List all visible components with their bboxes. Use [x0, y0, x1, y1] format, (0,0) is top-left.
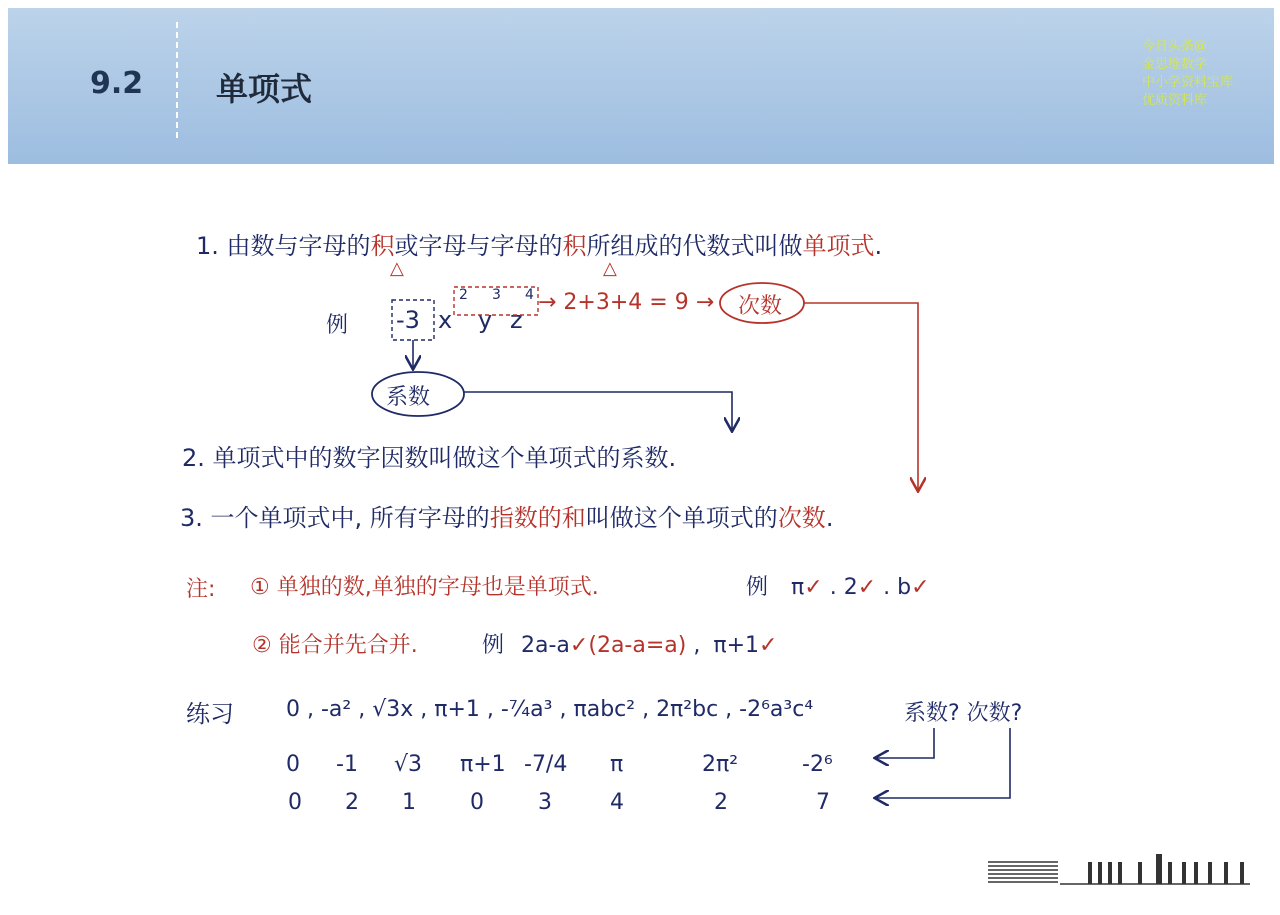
watermark-line: 今日头条@ — [1142, 39, 1208, 54]
coefficient-connector — [464, 392, 732, 430]
ruler-decoration — [988, 852, 1258, 892]
check-mark: ✓ — [911, 575, 930, 600]
note-1-item: b — [897, 575, 912, 600]
def1-text-a: 由数与字母的 — [226, 232, 371, 260]
note-2-paren: (2a-a=a) — [588, 633, 687, 658]
practice-item: 2π²bc — [656, 697, 719, 722]
coef-answer: -1 — [336, 752, 358, 777]
coef-answer: π+1 — [460, 752, 506, 777]
degree-answer: 0 — [470, 790, 484, 815]
note-2-example-label: 例 — [482, 633, 505, 658]
practice-list: 0 , -a² , √3x , π+1 , -⁷⁄₄a³ , πabc² , 2π²bc , -2⁶a³c⁴ — [286, 697, 814, 722]
triangle-mark-2: △ — [603, 258, 617, 279]
exponent-box — [454, 287, 538, 315]
exponent-x: 2 — [459, 287, 468, 303]
practice-item: π+1 — [434, 697, 480, 722]
coefficient-bubble-label: 系数 — [386, 385, 431, 410]
exponent-y: 3 — [492, 287, 501, 303]
def3-term: 次数 — [777, 504, 826, 532]
example-coefficient: -3 — [396, 306, 420, 334]
note-2-mark: ② — [252, 633, 272, 658]
example-var-y: y — [478, 306, 493, 334]
exponent-z: 4 — [525, 287, 534, 303]
degree-sum: → 2+3+4 = 9 → — [538, 290, 715, 315]
example-var-x: x — [438, 306, 453, 334]
note-1-item: 2 — [843, 575, 858, 600]
example-var-z: z — [510, 306, 523, 334]
practice-item: √3x — [372, 697, 414, 722]
notes-label: 注: — [186, 577, 216, 602]
def1-term: 单项式 — [802, 232, 875, 260]
def1-number: 1. — [196, 232, 219, 260]
degree-bubble — [720, 283, 804, 323]
note-1-text: 单独的数,单独的字母也是单项式. — [276, 575, 599, 600]
degree-connector — [804, 303, 918, 490]
degree-bubble-label: 次数 — [738, 294, 783, 319]
def3-highlight: 指数的和 — [489, 504, 586, 532]
practice-label: 练习 — [186, 700, 234, 728]
coef-answer: -7/4 — [524, 752, 568, 777]
def3-text-b: 叫做这个单项式的 — [585, 504, 778, 532]
def2-end: . — [668, 444, 677, 472]
note-1-item: π — [791, 575, 805, 600]
degree-answer: 2 — [345, 790, 359, 815]
def1-end: . — [874, 232, 883, 260]
degree-question-arrow — [876, 728, 1010, 798]
watermark-line: 金思维数学 — [1142, 57, 1208, 72]
example-label: 例 — [326, 313, 349, 338]
check-mark: ✓ — [569, 633, 589, 658]
degree-answer: 2 — [714, 790, 728, 815]
note-1-example-label: 例 — [746, 575, 769, 600]
def1-product-2: 积 — [562, 232, 587, 260]
coef-answer: 0 — [286, 752, 300, 777]
watermark-line: 优质资料库 — [1142, 93, 1208, 108]
coefficient-bubble — [372, 372, 464, 416]
coefficient-box — [392, 300, 434, 340]
def1-product-1: 积 — [370, 232, 395, 260]
section-number: 9.2 — [90, 66, 144, 101]
practice-item: -a² — [320, 697, 352, 722]
def1-text-b: 或字母与字母的 — [394, 232, 563, 260]
def2-number: 2. — [182, 444, 205, 472]
note-1-examples: 例 π✓ . 2✓ . b✓ — [746, 575, 930, 600]
note-2-expr-1: 2a-a — [521, 633, 570, 658]
def2-text: 单项式中的数字因数叫做这个单项式的系数 — [212, 444, 669, 472]
note-2-examples: 例 2a-a✓(2a-a=a) , π+1✓ — [482, 633, 778, 658]
degree-answer: 4 — [610, 790, 624, 815]
page-title: 单项式 — [216, 70, 313, 108]
note-2-expr-2: π+1 — [713, 633, 760, 658]
practice-item: -2⁶a³c⁴ — [739, 697, 814, 722]
degree-answer: 1 — [402, 790, 416, 815]
practice-question: 系数? 次数? — [904, 701, 1023, 726]
coef-answer: 2π² — [702, 752, 739, 777]
watermark-line: 中小学资料宝库 — [1142, 75, 1234, 90]
coef-answer: π — [610, 752, 624, 777]
degree-answer: 7 — [816, 790, 830, 815]
check-mark: ✓ — [759, 633, 778, 658]
def3-number: 3. — [180, 504, 203, 532]
note-1-mark: ① — [250, 575, 270, 600]
coef-answer: √3 — [394, 752, 423, 777]
practice-item: -⁷⁄₄a³ — [500, 697, 553, 722]
degree-answer: 3 — [538, 790, 552, 815]
coef-question-arrow — [876, 728, 934, 758]
def3-end: . — [825, 504, 834, 532]
note-2-text: 能合并先合并. — [278, 633, 418, 658]
practice-item: πabc² — [573, 697, 636, 722]
coef-answer: -2⁶ — [802, 752, 833, 777]
def3-text-a: 一个单项式中, 所有字母的 — [210, 504, 490, 532]
def1-text-c: 所组成的代数式叫做 — [586, 232, 803, 260]
practice-item: 0 — [286, 697, 300, 722]
check-mark: ✓ — [857, 575, 877, 600]
triangle-mark-1: △ — [390, 258, 404, 279]
check-mark: ✓ — [804, 575, 823, 600]
degree-answer: 0 — [288, 790, 302, 815]
